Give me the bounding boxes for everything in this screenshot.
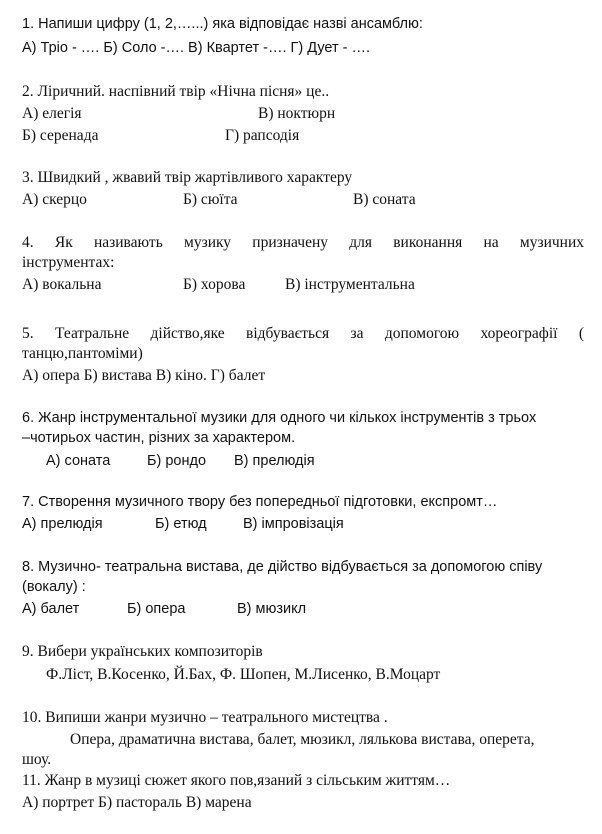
- question-9-text: 9. Вибери українських композиторів: [22, 643, 263, 660]
- question-1-options: А) Тріо - …. Б) Соло -…. В) Квартет -…. Г) Дует - ….: [22, 40, 371, 56]
- question-4-option-v: В) інструментальна: [285, 276, 415, 293]
- question-10-genres-line1: Опера, драматична вистава, балет, мюзикл, лялькова вистава, оперета,: [70, 731, 535, 748]
- question-2-text: 2. Ліричний. наспівний твір «Нічна пісня» це..: [22, 83, 330, 100]
- question-6-option-b: Б) рондо: [147, 453, 207, 469]
- question-8-text-line1: 8. Музично- театральна вистава, де дійство відбувається за допомогою співу: [22, 559, 543, 575]
- question-8-option-v: В) мюзикл: [237, 601, 307, 617]
- question-4-option-b: Б) хорова: [183, 276, 246, 293]
- question-11-text: 11. Жанр в музиці сюжет якого пов,язаний з сільським життям…: [22, 772, 451, 789]
- question-4-option-a: А) вокальна: [22, 276, 102, 293]
- question-8-text-line2: (вокалу) :: [22, 579, 86, 595]
- question-7-option-v: В) імпровізація: [243, 516, 344, 532]
- question-7-option-a: А) прелюдія: [22, 516, 103, 532]
- question-6-option-v: В) прелюдія: [234, 453, 315, 469]
- question-10-text: 10. Випиши жанри музично – театрального мистецтва .: [22, 709, 388, 726]
- question-5-text-line2: танцю,пантоміми): [22, 345, 143, 362]
- question-3-option-b: Б) сюїта: [183, 191, 238, 208]
- question-2-option-a: А) елегія: [22, 105, 82, 122]
- question-7-option-b: Б) етюд: [155, 516, 207, 532]
- question-5-options: А) опера Б) вистава В) кіно. Г) балет: [22, 367, 266, 384]
- question-1-text: 1. Напиши цифру (1, 2,…...) яка відповідає назві ансамблю:: [22, 16, 423, 32]
- question-2-option-b: Б) серенада: [22, 127, 99, 144]
- question-8-option-a: А) балет: [22, 601, 80, 617]
- question-10-genres-line2: шоу.: [22, 751, 52, 768]
- question-11-options: А) портрет Б) пастораль В) марена: [22, 794, 252, 811]
- question-3-text: 3. Швидкий , жвавий твір жартівливого характеру: [22, 169, 353, 186]
- question-3-option-a: А) скерцо: [22, 191, 87, 208]
- question-6-text-line1: 6. Жанр інструментальної музики для одного чи кількох інструментів з трьох: [22, 410, 537, 426]
- question-4-text-line1: 4. Як називають музику призначену для виконання на музичних: [22, 234, 584, 251]
- question-4-text-line2: інструментах:: [22, 254, 115, 271]
- question-2-option-v: В) ноктюрн: [258, 105, 336, 122]
- question-5-text-line1: 5. Театральне дійство,яке відбувається за допомогою хореографії (: [22, 325, 584, 342]
- question-9-composers: Ф.Ліст, В.Косенко, Й.Бах, Ф. Шопен, М.Лисенко, В.Моцарт: [46, 666, 441, 683]
- question-3-option-v: В) соната: [353, 191, 416, 208]
- question-6-option-a: А) соната: [46, 453, 111, 469]
- question-8-option-b: Б) опера: [127, 601, 186, 617]
- question-2-option-g: Г) рапсодія: [225, 127, 300, 144]
- question-6-text-line2: –чотирьох частин, різних за характером.: [22, 430, 296, 446]
- question-7-text: 7. Створення музичного твору без попередньої підготовки, експромт…: [22, 494, 498, 510]
